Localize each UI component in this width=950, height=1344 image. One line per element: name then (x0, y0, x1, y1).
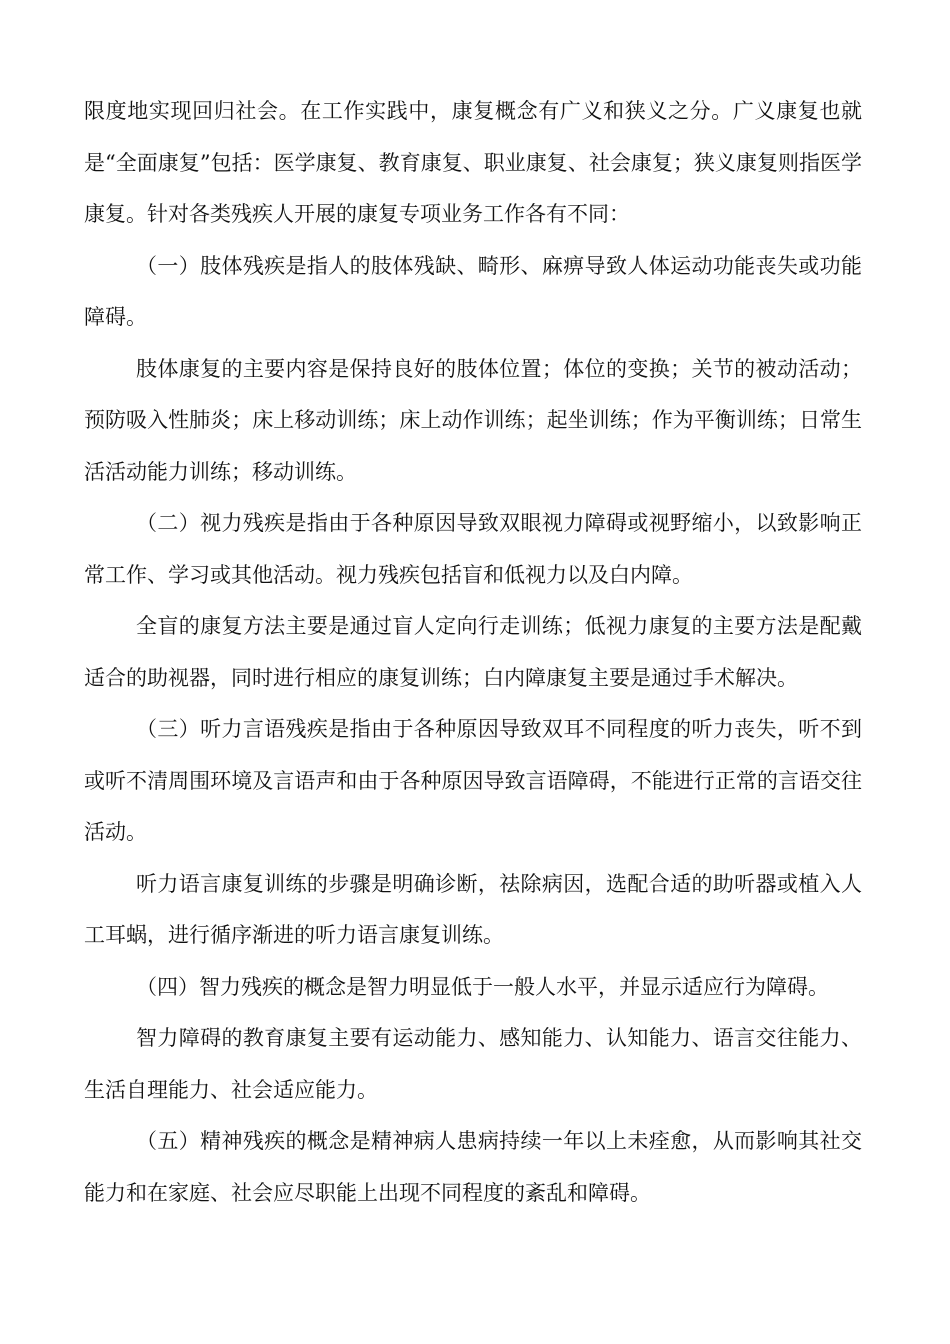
paragraph-hearing-rehab: 听力语言康复训练的步骤是明确诊断，祛除病因，选配合适的助听器或植入人工耳蜗，进行循序渐进的听力语言康复训练。 (84, 871, 862, 947)
paragraph-visual-disability: （二）视力残疾是指由于各种原因导致双眼视力障碍或视野缩小，以致影响正常工作、学习或其他活动。视力残疾包括盲和低视力以及白内障。 (84, 511, 862, 587)
paragraph-intellectual-rehab: 智力障碍的教育康复主要有运动能力、感知能力、认知能力、语言交往能力、生活自理能力、社会适应能力。 (84, 1026, 862, 1102)
paragraph-visual-rehab: 全盲的康复方法主要是通过盲人定向行走训练；低视力康复的主要方法是配戴适合的助视器，同时进行相应的康复训练；白内障康复主要是通过手术解决。 (84, 614, 862, 690)
paragraph-hearing-disability: （三）听力言语残疾是指由于各种原因导致双耳不同程度的听力丧失，听不到或听不清周围环境及言语声和由于各种原因导致言语障碍，不能进行正常的言语交往活动。 (84, 717, 862, 844)
document-body (84, 86, 862, 1219)
paragraph-continuation: 限度地实现回归社会。在工作实践中，康复概念有广义和狭义之分。广义康复也就是“全面康复”包括：医学康复、教育康复、职业康复、社会康复；狭义康复则指医学康复。针对各类残疾人开展的康复专项业务工作各有不同： (84, 99, 862, 226)
paragraph-mental-disability: （五）精神残疾的概念是精神病人患病持续一年以上未痊愈，从而影响其社交能力和在家庭、社会应尽职能上出现不同程度的紊乱和障碍。 (84, 1129, 862, 1205)
paragraph-limb-rehab: 肢体康复的主要内容是保持良好的肢体位置；体位的变换；关节的被动活动；预防吸入性肺炎；床上移动训练；床上动作训练；起坐训练；作为平衡训练；日常生活活动能力训练；移动训练。 (84, 356, 862, 484)
paragraph-intellectual-disability: （四）智力残疾的概念是智力明显低于一般人水平，并显示适应行为障碍。 (136, 974, 829, 999)
paragraph-limb-disability: （一）肢体残疾是指人的肢体残缺、畸形、麻痹导致人体运动功能丧失或功能障碍。 (84, 253, 862, 329)
